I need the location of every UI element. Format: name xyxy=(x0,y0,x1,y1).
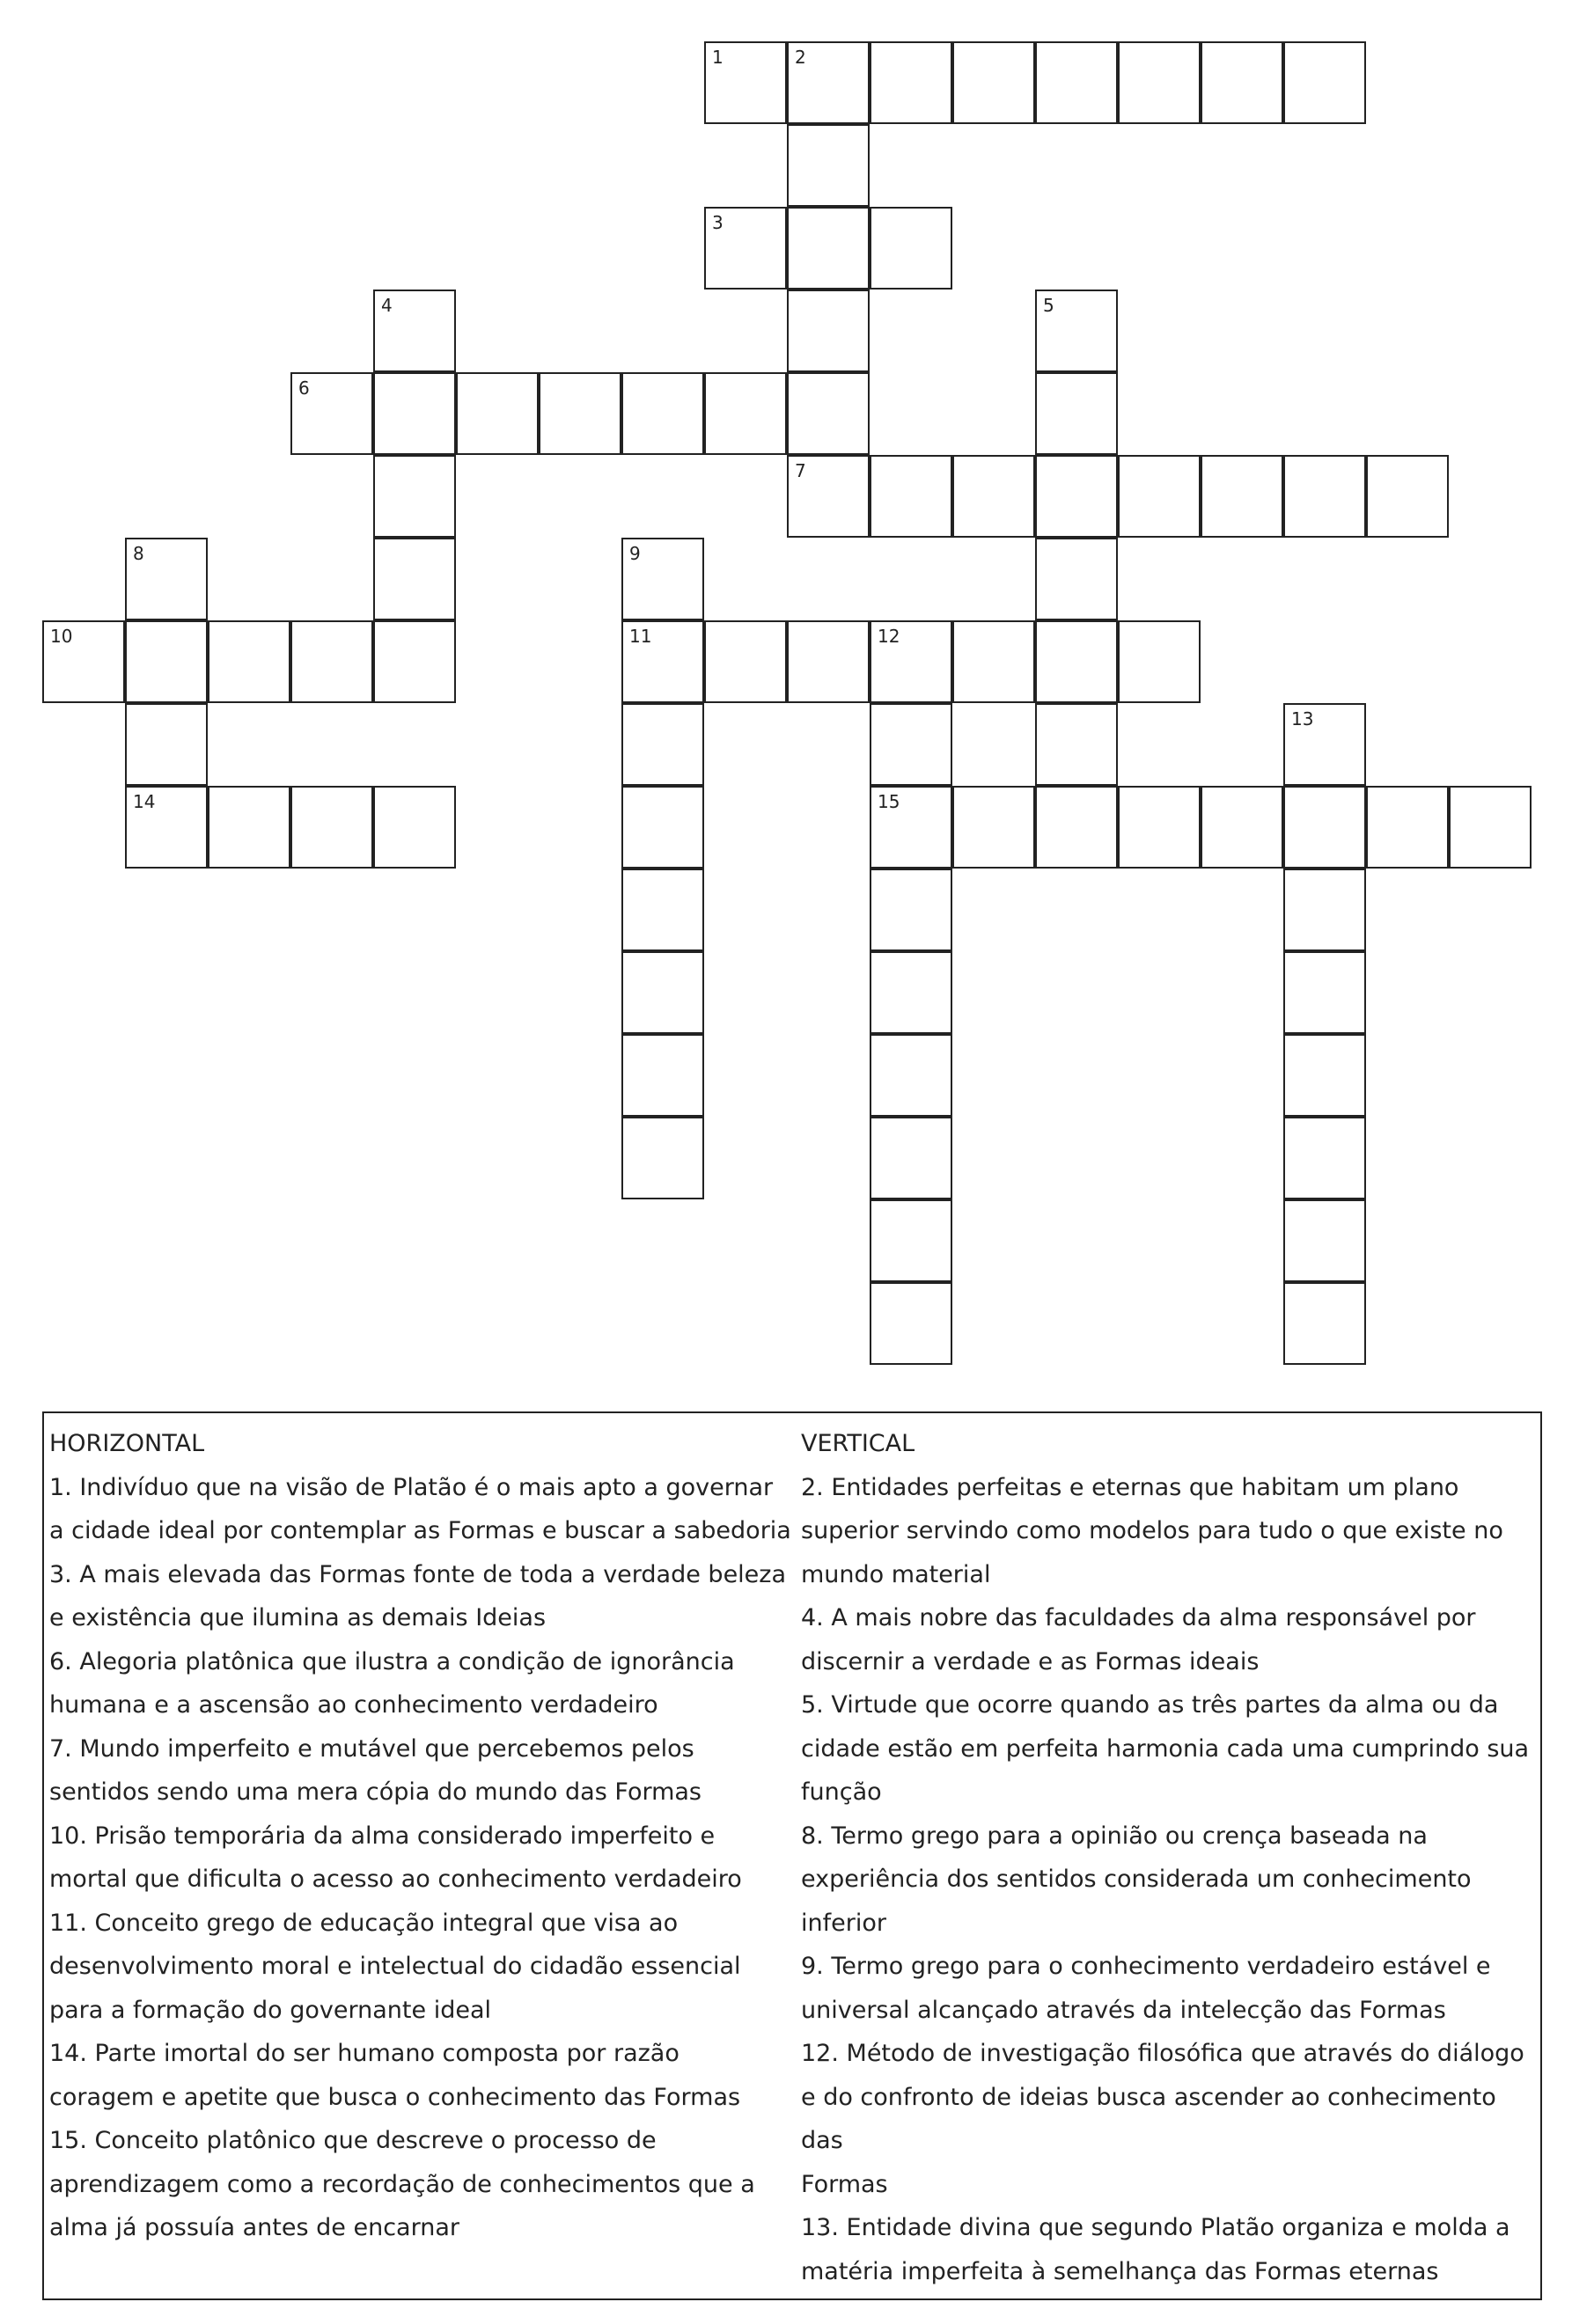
grid-cell[interactable] xyxy=(1035,786,1118,869)
grid-cell[interactable] xyxy=(870,703,952,786)
grid-cell[interactable] xyxy=(373,620,456,703)
grid-cell[interactable] xyxy=(621,538,704,620)
down-clue-line: experiência dos sentidos considerada um conhecimento xyxy=(801,1866,1472,1893)
down-clue-line: superior servindo como modelos para tudo o que existe no xyxy=(801,1517,1503,1544)
grid-cell[interactable] xyxy=(1283,1282,1366,1365)
grid-cell[interactable] xyxy=(870,207,952,290)
grid-cell[interactable] xyxy=(125,786,208,869)
across-heading: HORIZONTAL xyxy=(49,1430,205,1457)
grid-cell[interactable] xyxy=(1283,951,1366,1034)
clue-number: 10 xyxy=(50,626,73,647)
grid-cell[interactable] xyxy=(208,786,290,869)
grid-cell[interactable] xyxy=(787,372,870,455)
grid-cell[interactable] xyxy=(1035,41,1118,124)
grid-cell[interactable] xyxy=(621,869,704,951)
grid-cell[interactable] xyxy=(373,455,456,538)
across-clue-line: 10. Prisão temporária da alma considerado imperfeito e xyxy=(49,1822,716,1850)
across-clue-line: e existência que ilumina as demais Ideias xyxy=(49,1604,547,1631)
grid-cell[interactable] xyxy=(952,620,1035,703)
down-clues-column xyxy=(801,1422,1539,2293)
across-clue-line: a cidade ideal por contemplar as Formas e buscar a sabedoria xyxy=(49,1517,791,1544)
clue-number: 2 xyxy=(795,47,806,68)
clue-number: 5 xyxy=(1043,295,1054,316)
grid-cell[interactable] xyxy=(1283,1034,1366,1117)
clue-number: 11 xyxy=(629,626,652,647)
clue-number: 15 xyxy=(878,791,900,812)
grid-cell[interactable] xyxy=(870,1199,952,1282)
down-clue-line: matéria imperfeita à semelhança das Formas eternas xyxy=(801,2257,1439,2285)
clue-number: 1 xyxy=(712,47,724,68)
grid-cell[interactable] xyxy=(621,372,704,455)
grid-cell[interactable] xyxy=(787,290,870,372)
grid-cell[interactable] xyxy=(290,372,373,455)
grid-cell[interactable] xyxy=(1201,786,1283,869)
clue-number: 3 xyxy=(712,212,724,233)
grid-cell[interactable] xyxy=(1118,786,1201,869)
grid-cell[interactable] xyxy=(1283,1199,1366,1282)
down-clue-line: 13. Entidade divina que segundo Platão organiza e molda a xyxy=(801,2214,1510,2241)
down-clue-line: inferior xyxy=(801,1909,886,1937)
grid-cell[interactable] xyxy=(621,786,704,869)
across-clue-line: 15. Conceito platônico que descreve o processo de xyxy=(49,2127,657,2154)
across-clue-line: 6. Alegoria platônica que ilustra a condição de ignorância xyxy=(49,1647,735,1675)
across-clue-line: 11. Conceito grego de educação integral que visa ao xyxy=(49,1909,679,1937)
across-clue-line: 1. Indivíduo que na visão de Platão é o mais apto a governar xyxy=(49,1473,774,1501)
across-clue-line: aprendizagem como a recordação de conhecimentos que a xyxy=(49,2170,755,2198)
grid-cell[interactable] xyxy=(290,620,373,703)
across-clue-line: humana e a ascensão ao conhecimento verdadeiro xyxy=(49,1691,658,1719)
grid-cell[interactable] xyxy=(1366,455,1449,538)
grid-cell[interactable] xyxy=(1201,41,1283,124)
down-clue-line: e do confronto de ideias busca ascender ao conhecimento das xyxy=(801,2083,1496,2154)
clue-number: 6 xyxy=(298,378,310,399)
down-clue-line: 12. Método de investigação filosófica que através do diálogo xyxy=(801,2040,1524,2067)
clues-box xyxy=(42,1411,1542,2300)
grid-cell[interactable] xyxy=(621,951,704,1034)
clue-number: 7 xyxy=(795,460,806,481)
grid-cell[interactable] xyxy=(952,455,1035,538)
grid-cell[interactable] xyxy=(1035,538,1118,620)
across-clue-line: alma já possuía antes de encarnar xyxy=(49,2214,459,2241)
grid-cell[interactable] xyxy=(787,124,870,207)
down-clue-line: 4. A mais nobre das faculdades da alma responsável por xyxy=(801,1604,1476,1631)
grid-cell[interactable] xyxy=(1118,41,1201,124)
grid-cell[interactable] xyxy=(1283,703,1366,786)
grid-cell[interactable] xyxy=(787,620,870,703)
clue-number: 12 xyxy=(878,626,900,647)
clue-number: 8 xyxy=(133,543,144,564)
grid-cell[interactable] xyxy=(870,455,952,538)
grid-cell[interactable] xyxy=(1035,620,1118,703)
clue-number: 13 xyxy=(1291,708,1314,729)
grid-cell[interactable] xyxy=(1118,620,1201,703)
grid-cell[interactable] xyxy=(704,372,787,455)
grid-cell[interactable] xyxy=(1035,290,1118,372)
grid-cell[interactable] xyxy=(952,41,1035,124)
grid-cell[interactable] xyxy=(704,620,787,703)
grid-cell[interactable] xyxy=(621,620,704,703)
grid-cell[interactable] xyxy=(1449,786,1532,869)
grid-cell[interactable] xyxy=(125,538,208,620)
grid-cell[interactable] xyxy=(539,372,621,455)
down-clue-line: 2. Entidades perfeitas e eternas que habitam um plano xyxy=(801,1473,1459,1501)
grid-cell[interactable] xyxy=(373,290,456,372)
grid-cell[interactable] xyxy=(373,538,456,620)
grid-cell[interactable] xyxy=(1283,1117,1366,1199)
grid-cell[interactable] xyxy=(870,620,952,703)
down-heading: VERTICAL xyxy=(801,1430,915,1457)
grid-cell[interactable] xyxy=(787,455,870,538)
grid-cell[interactable] xyxy=(870,786,952,869)
across-clue-line: desenvolvimento moral e intelectual do cidadão essencial xyxy=(49,1953,741,1980)
grid-cell[interactable] xyxy=(42,620,125,703)
grid-cell[interactable] xyxy=(704,41,787,124)
grid-cell[interactable] xyxy=(1035,455,1118,538)
grid-cell[interactable] xyxy=(621,703,704,786)
across-clue-line: coragem e apetite que busca o conhecimento das Formas xyxy=(49,2083,741,2111)
grid-cell[interactable] xyxy=(870,1282,952,1365)
grid-cell[interactable] xyxy=(1035,372,1118,455)
grid-cell[interactable] xyxy=(125,703,208,786)
down-clue-line: Formas xyxy=(801,2170,888,2198)
grid-cell[interactable] xyxy=(870,1117,952,1199)
across-clue-line: sentidos sendo uma mera cópia do mundo das Formas xyxy=(49,1778,702,1806)
grid-cell[interactable] xyxy=(373,372,456,455)
grid-cell[interactable] xyxy=(1201,455,1283,538)
across-clue-line: 14. Parte imortal do ser humano composta por razão xyxy=(49,2040,679,2067)
down-clue-line: cidade estão em perfeita harmonia cada uma cumprindo sua xyxy=(801,1734,1530,1763)
grid-cell[interactable] xyxy=(125,620,208,703)
grid-cell[interactable] xyxy=(1366,786,1449,869)
clue-number: 9 xyxy=(629,543,641,564)
grid-cell[interactable] xyxy=(1118,455,1201,538)
down-clue-line: 9. Termo grego para o conhecimento verdadeiro estável e xyxy=(801,1953,1491,1980)
down-clue-line: função xyxy=(801,1778,882,1806)
across-clue-line: 3. A mais elevada das Formas fonte de toda a verdade beleza xyxy=(49,1560,787,1588)
grid-cell[interactable] xyxy=(704,207,787,290)
clue-number: 4 xyxy=(381,295,393,316)
grid-cell[interactable] xyxy=(208,620,290,703)
grid-cell[interactable] xyxy=(621,1034,704,1117)
grid-cell[interactable] xyxy=(870,1034,952,1117)
across-clue-line: mortal que dificulta o acesso ao conhecimento verdadeiro xyxy=(49,1866,742,1893)
grid-cell[interactable] xyxy=(870,41,952,124)
across-clues-column xyxy=(49,1422,806,2250)
down-clue-line: mundo material xyxy=(801,1560,991,1588)
across-clue-line: 7. Mundo imperfeito e mutável que percebemos pelos xyxy=(49,1734,694,1763)
grid-cell[interactable] xyxy=(456,372,539,455)
grid-cell[interactable] xyxy=(1283,786,1366,869)
down-clue-line: universal alcançado através da intelecção das Formas xyxy=(801,1996,1446,2024)
grid-cell[interactable] xyxy=(290,786,373,869)
grid-cell[interactable] xyxy=(373,786,456,869)
grid-cell[interactable] xyxy=(870,951,952,1034)
grid-cell[interactable] xyxy=(787,41,870,124)
grid-cell[interactable] xyxy=(870,869,952,951)
across-clue-line: para a formação do governante ideal xyxy=(49,1996,491,2024)
clue-number: 14 xyxy=(133,791,156,812)
down-clue-line: 8. Termo grego para a opinião ou crença baseada na xyxy=(801,1822,1428,1850)
grid-cell[interactable] xyxy=(1283,869,1366,951)
grid-cell[interactable] xyxy=(1283,455,1366,538)
grid-cell[interactable] xyxy=(621,1117,704,1199)
grid-cell[interactable] xyxy=(787,207,870,290)
grid-cell[interactable] xyxy=(1283,41,1366,124)
grid-cell[interactable] xyxy=(952,786,1035,869)
down-clue-line: 5. Virtude que ocorre quando as três partes da alma ou da xyxy=(801,1691,1499,1719)
grid-cell[interactable] xyxy=(1035,703,1118,786)
down-clue-line: discernir a verdade e as Formas ideais xyxy=(801,1647,1260,1675)
